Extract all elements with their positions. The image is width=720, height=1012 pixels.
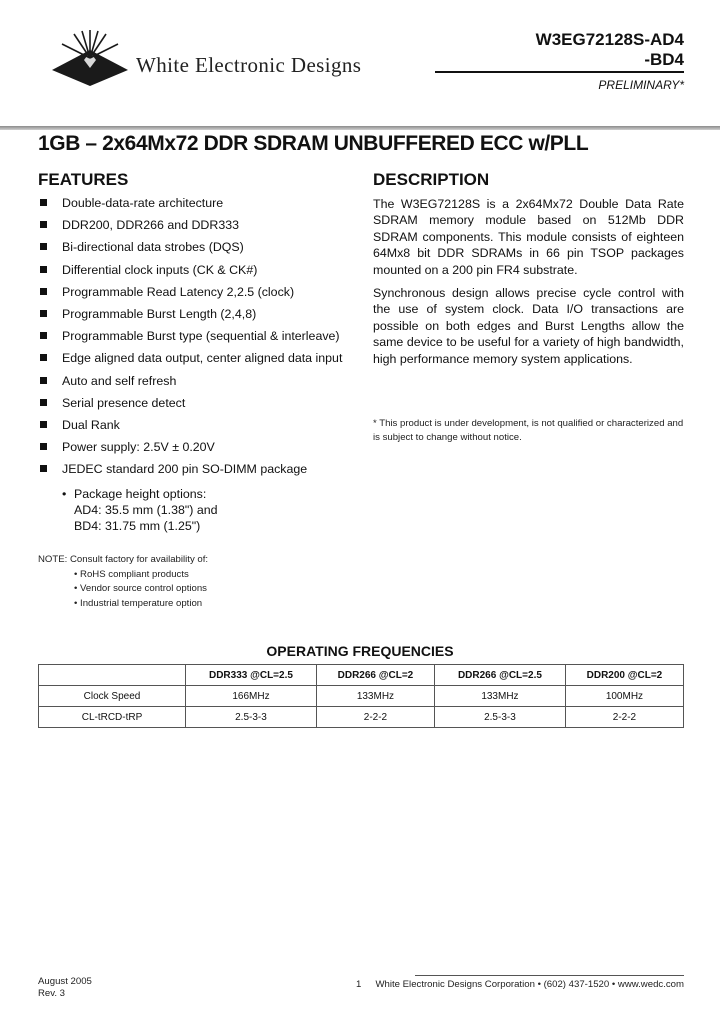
features-heading: FEATURES xyxy=(38,170,129,189)
feature-text: DDR200, DDR266 and DDR333 xyxy=(62,218,239,233)
bullet-icon xyxy=(40,354,47,361)
table-header-cell: DDR333 @CL=2.5 xyxy=(186,665,317,686)
table-cell: 2.5-3-3 xyxy=(434,707,565,728)
bullet-icon xyxy=(40,332,47,339)
bullet-icon xyxy=(40,243,47,250)
table-cell: 133MHz xyxy=(316,686,434,707)
table-cell: 100MHz xyxy=(565,686,683,707)
package-options xyxy=(62,486,218,534)
part-number-suffix: -BD4 xyxy=(644,50,684,69)
table-cell: 133MHz xyxy=(434,686,565,707)
frequencies-table xyxy=(38,664,684,728)
feature-text: Bi-directional data strobes (DQS) xyxy=(62,240,244,255)
note-item: • Industrial temperature option xyxy=(74,597,203,609)
package-options-item xyxy=(62,486,218,502)
feature-text: Dual Rank xyxy=(62,417,120,432)
company-name: White Electronic Designs xyxy=(136,53,362,77)
table-header-cell xyxy=(39,665,186,686)
title-divider xyxy=(0,126,720,130)
feature-item xyxy=(38,328,363,350)
feature-item xyxy=(38,262,363,284)
header-rule xyxy=(435,71,684,73)
description-paragraph: The W3EG72128S is a 2x64Mx72 Double Data Rate SDRAM memory module based on 512Mb DDR SDRAM components. This module consists of eighteen 64Mx8 bit DDR SDRAMs in 66 pin TSOP packages mounted on a 200 pin FR4 substrate. xyxy=(373,197,684,277)
feature-item xyxy=(38,373,363,395)
bullet-icon xyxy=(40,421,47,428)
footer-rule xyxy=(415,975,684,976)
table-cell: 2-2-2 xyxy=(316,707,434,728)
table-header-cell: DDR200 @CL=2 xyxy=(565,665,683,686)
feature-text: JEDEC standard 200 pin SO-DIMM package xyxy=(62,462,308,477)
table-row-label: CL-tRCD-tRP xyxy=(39,707,186,728)
feature-item xyxy=(38,417,363,439)
feature-text: Differential clock inputs (CK & CK#) xyxy=(62,262,258,277)
bullet-icon xyxy=(40,199,47,206)
feature-item xyxy=(38,284,363,306)
table-cell: 2-2-2 xyxy=(565,707,683,728)
table-header-cell: DDR266 @CL=2.5 xyxy=(434,665,565,686)
company-logo xyxy=(50,28,132,86)
footer-rev: Rev. 3 xyxy=(38,987,66,999)
feature-item xyxy=(38,439,363,461)
bullet-icon xyxy=(40,465,47,472)
feature-item xyxy=(38,239,363,261)
feature-text: Programmable Burst Length (2,4,8) xyxy=(62,306,257,321)
part-number: W3EG72128S-AD4 xyxy=(535,30,684,49)
feature-item xyxy=(38,195,363,217)
note-item: • Vendor source control options xyxy=(74,583,207,594)
feature-text: Edge aligned data output, center aligned data input xyxy=(62,351,343,366)
development-footnote: * This product is under development, is not qualified or characterized and is subject to change without notice. xyxy=(373,418,684,443)
feature-item xyxy=(38,217,363,239)
frequencies-title: OPERATING FREQUENCIES xyxy=(266,643,454,659)
table-header-row xyxy=(39,665,684,686)
note-item: • RoHS compliant products xyxy=(74,568,189,580)
package-option-ad4: AD4: 35.5 mm (1.38") and xyxy=(74,503,218,517)
feature-item xyxy=(38,350,363,372)
bullet-icon xyxy=(40,288,47,295)
dot-icon: • xyxy=(62,487,67,501)
table-cell: 2.5-3-3 xyxy=(186,707,317,728)
feature-item xyxy=(38,461,363,483)
status-label: PRELIMINARY* xyxy=(598,78,684,92)
footer-date: August 2005 xyxy=(38,976,92,987)
description-paragraph: Synchronous design allows precise cycle control with the use of system clock. Data I/O transactions are possible on both edges and Burst Lengths allow the same device to be useful for a variety of high bandwidth, high performance memory system applications. xyxy=(373,286,684,366)
page-number: 1 xyxy=(356,979,362,990)
footer-contact: White Electronic Designs Corporation • (602) 437-1520 • www.wedc.com xyxy=(375,979,684,990)
note-lead: NOTE: Consult factory for availability of: xyxy=(38,554,209,565)
feature-text: Auto and self refresh xyxy=(62,373,177,388)
bullet-icon xyxy=(40,443,47,450)
table-row xyxy=(39,707,684,728)
feature-text: Power supply: 2.5V ± 0.20V xyxy=(62,440,215,455)
note-items xyxy=(38,568,208,612)
bullet-icon xyxy=(40,310,47,317)
bullet-icon xyxy=(40,221,47,228)
feature-text: Double-data-rate architecture xyxy=(62,196,224,210)
table-cell: 166MHz xyxy=(186,686,317,707)
bullet-icon xyxy=(40,266,47,273)
feature-item xyxy=(38,306,363,328)
document-title: 1GB – 2x64Mx72 DDR SDRAM UNBUFFERED ECC w/PLL xyxy=(38,132,589,155)
bullet-icon xyxy=(40,399,47,406)
table-row xyxy=(39,686,684,707)
package-option-bd4: BD4: 31.75 mm (1.25") xyxy=(74,519,201,533)
bullet-icon xyxy=(40,377,47,384)
feature-text: Programmable Read Latency 2,2.5 (clock) xyxy=(62,284,295,299)
table-row-label: Clock Speed xyxy=(39,686,186,707)
feature-item xyxy=(38,395,363,417)
table-header-cell: DDR266 @CL=2 xyxy=(316,665,434,686)
description-heading: DESCRIPTION xyxy=(373,170,490,189)
availability-note xyxy=(38,553,208,611)
feature-text: Programmable Burst type (sequential & interleave) xyxy=(62,329,340,344)
features-list xyxy=(38,195,363,483)
feature-text: Serial presence detect xyxy=(62,395,186,410)
footer-revision xyxy=(38,976,92,999)
package-options-label: Package height options: xyxy=(74,487,207,501)
